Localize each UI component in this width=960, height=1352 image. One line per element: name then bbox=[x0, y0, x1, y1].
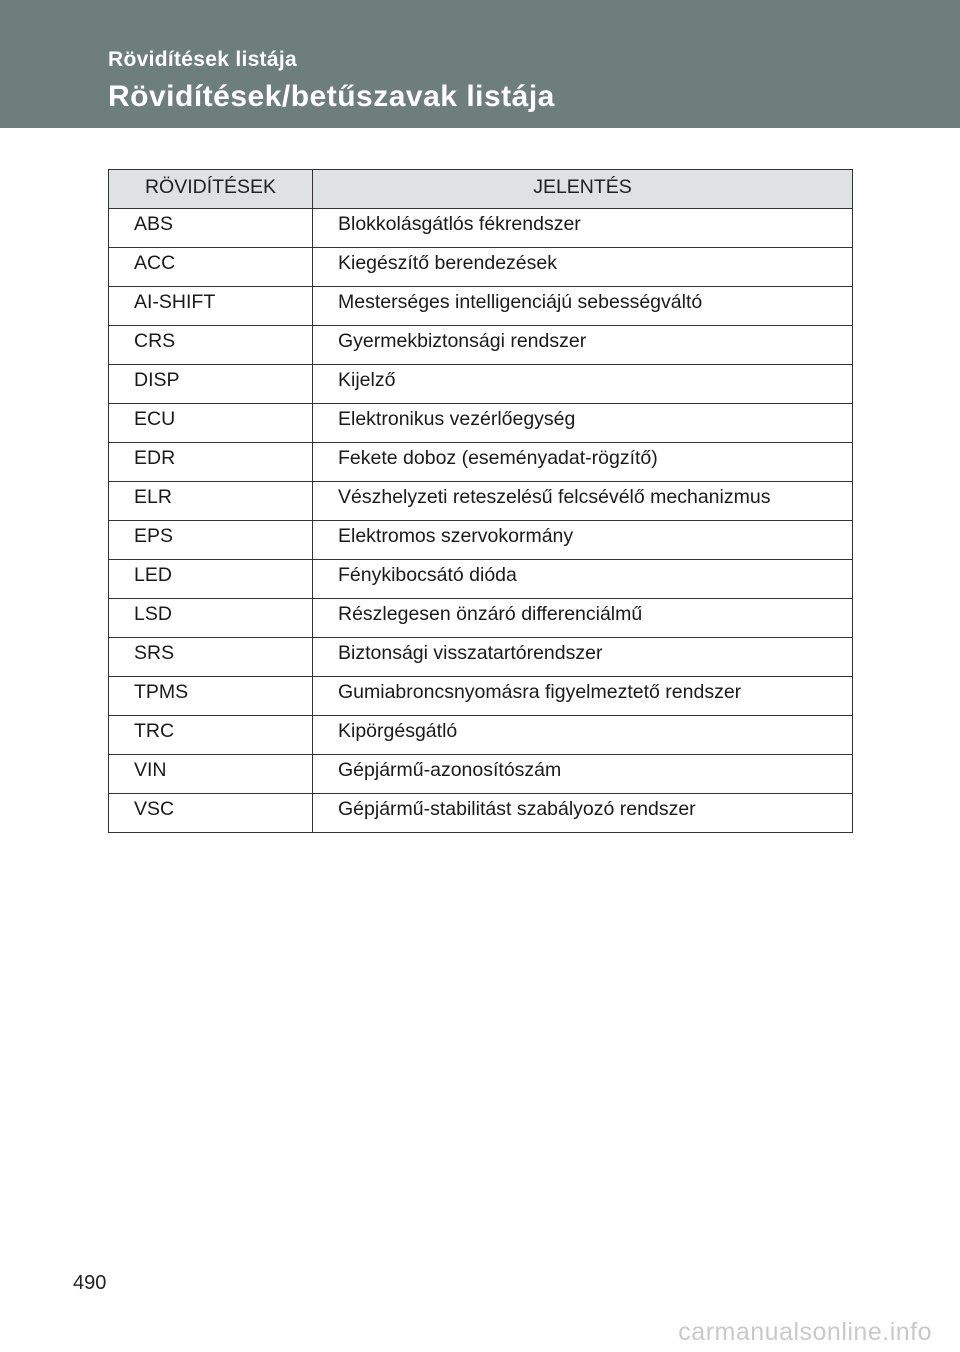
page-number: 490 bbox=[73, 1272, 107, 1294]
abbreviation-cell: AI-SHIFT bbox=[109, 287, 313, 326]
meaning-cell: Gyermekbiztonsági rendszer bbox=[313, 326, 853, 365]
table-row bbox=[109, 794, 853, 833]
abbreviation-cell: VSC bbox=[109, 794, 313, 833]
meaning-cell: Fénykibocsátó dióda bbox=[313, 560, 853, 599]
table-header-row bbox=[109, 170, 853, 209]
abbreviation-cell: EPS bbox=[109, 521, 313, 560]
meaning-cell: Elektronikus vezérlőegység bbox=[313, 404, 853, 443]
abbreviation-cell: ELR bbox=[109, 482, 313, 521]
abbreviation-cell: LED bbox=[109, 560, 313, 599]
table-row bbox=[109, 482, 853, 521]
abbreviation-cell: EDR bbox=[109, 443, 313, 482]
meaning-cell: Blokkolásgátlós fékrendszer bbox=[313, 209, 853, 248]
table-row bbox=[109, 755, 853, 794]
meaning-cell: Gumiabroncsnyomásra figyelmeztető rendszer bbox=[313, 677, 853, 716]
abbreviation-cell: VIN bbox=[109, 755, 313, 794]
abbreviation-cell: TRC bbox=[109, 716, 313, 755]
table-row bbox=[109, 443, 853, 482]
abbreviation-cell: ECU bbox=[109, 404, 313, 443]
meaning-cell: Biztonsági visszatartórendszer bbox=[313, 638, 853, 677]
meaning-cell: Mesterséges intelligenciájú sebességváltó bbox=[313, 287, 853, 326]
meaning-cell: Elektromos szervokormány bbox=[313, 521, 853, 560]
page-title: Rövidítések/betűszavak listája bbox=[108, 80, 555, 113]
table-row bbox=[109, 287, 853, 326]
table-row bbox=[109, 677, 853, 716]
meaning-cell: Vészhelyzeti reteszelésű felcsévélő mechanizmus bbox=[313, 482, 853, 521]
table-row bbox=[109, 560, 853, 599]
table-row bbox=[109, 404, 853, 443]
meaning-cell: Részlegesen önzáró differenciálmű bbox=[313, 599, 853, 638]
table-row bbox=[109, 248, 853, 287]
abbreviation-cell: SRS bbox=[109, 638, 313, 677]
table-row bbox=[109, 599, 853, 638]
abbreviations-table bbox=[108, 169, 853, 833]
abbreviation-cell: LSD bbox=[109, 599, 313, 638]
header-band bbox=[0, 0, 960, 128]
abbreviation-cell: TPMS bbox=[109, 677, 313, 716]
table-row bbox=[109, 716, 853, 755]
abbreviation-cell: DISP bbox=[109, 365, 313, 404]
table-row bbox=[109, 326, 853, 365]
watermark: carmanualsonline.info bbox=[678, 1318, 932, 1346]
abbreviation-cell: ACC bbox=[109, 248, 313, 287]
abbreviation-cell: ABS bbox=[109, 209, 313, 248]
column-header-meaning: JELENTÉS bbox=[313, 170, 853, 209]
meaning-cell: Fekete doboz (eseményadat-rögzítő) bbox=[313, 443, 853, 482]
table-row bbox=[109, 209, 853, 248]
table-row bbox=[109, 638, 853, 677]
meaning-cell: Gépjármű-azonosítószám bbox=[313, 755, 853, 794]
meaning-cell: Kijelző bbox=[313, 365, 853, 404]
meaning-cell: Gépjármű-stabilitást szabályozó rendszer bbox=[313, 794, 853, 833]
meaning-cell: Kiegészítő berendezések bbox=[313, 248, 853, 287]
column-header-abbreviations: RÖVIDÍTÉSEK bbox=[109, 170, 313, 209]
abbreviation-cell: CRS bbox=[109, 326, 313, 365]
table-row bbox=[109, 521, 853, 560]
table-row bbox=[109, 365, 853, 404]
meaning-cell: Kipörgésgátló bbox=[313, 716, 853, 755]
section-title: Rövidítések listája bbox=[108, 48, 297, 71]
